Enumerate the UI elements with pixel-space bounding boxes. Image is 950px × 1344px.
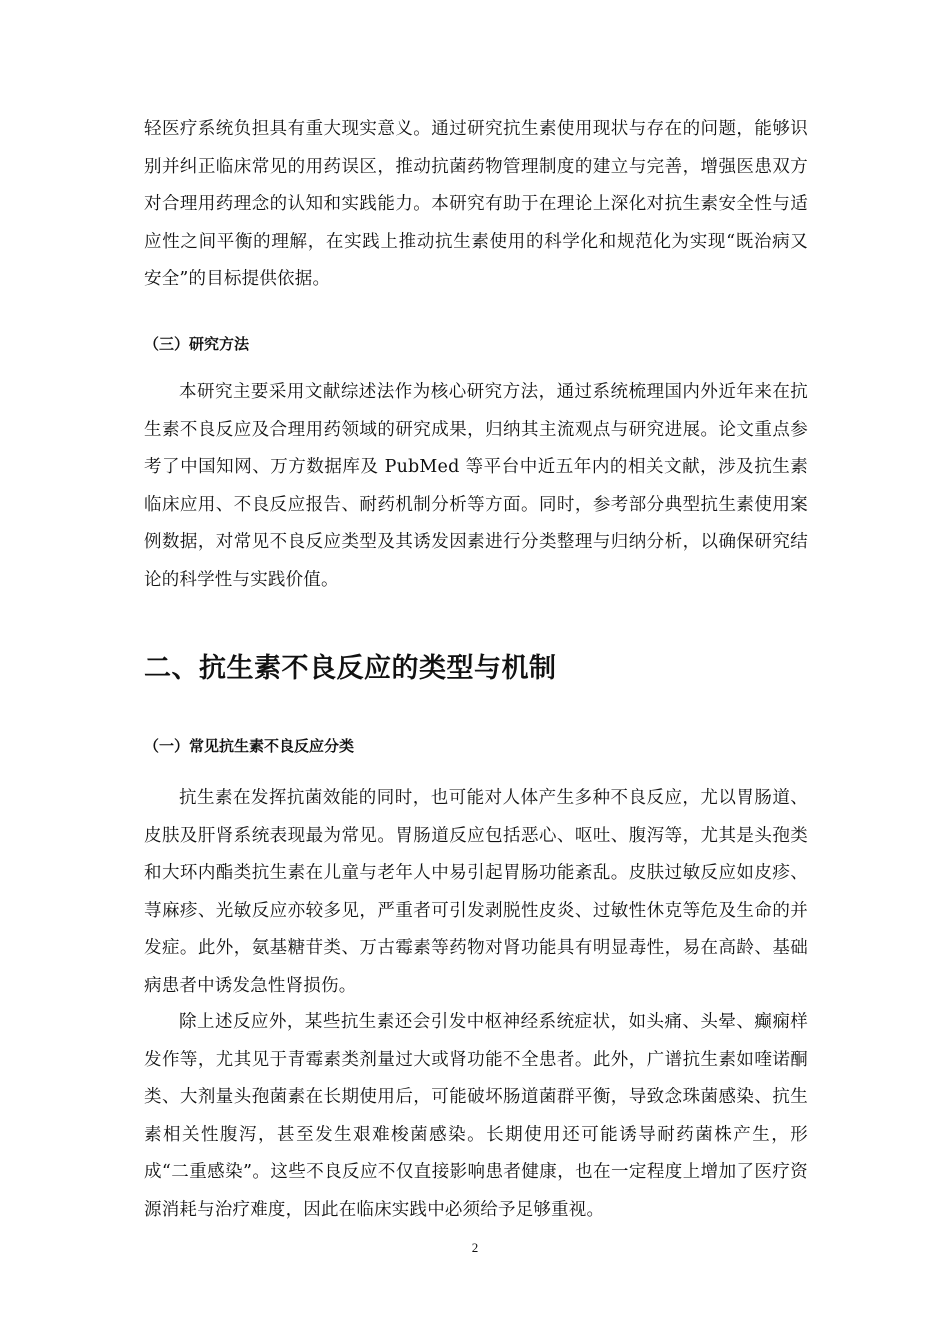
heading-section-two: 二、抗生素不良反应的类型与机制 <box>144 653 557 684</box>
heading-research-methods: （三）研究方法 <box>144 335 250 353</box>
page-number: 2 <box>471 1240 479 1255</box>
paragraph-adverse-reactions-1: 抗生素在发挥抗菌效能的同时，也可能对人体产生多种不良反应，尤以胃肠道、皮肤及肝肾系统表现最为常见。胃肠道反应包括恶心、呕吐、腹泻等，尤其是头孢类和大环内酯类抗生素在儿童与老年人中易引起胃肠功能紊乱。皮肤过敏反应如皮疹、荨麻疹、光敏反应亦较多见，严重者可引发剥脱性皮炎、过敏性休克等危及生命的并发症。此外，氨基糖苷类、万古霉素等药物对肾功能具有明显毒性，易在高龄、基础病患者中诱发急性肾损伤。 <box>144 788 808 996</box>
paragraph-research-methods: 本研究主要采用文献综述法作为核心研究方法，通过系统梳理国内外近年来在抗生素不良反应及合理用药领域的研究成果，归纳其主流观点与研究进展。论文重点参考了中国知网、万方数据库及 PubMed 等平台中近五年内的相关文献，涉及抗生素临床应用、不良反应报告、耐药机制分析等方面。同时，参考部分典型抗生素使用案例数据，对常见不良反应类型及其诱发因素进行分类整理与归纳分析，以确保研究结论的科学性与实践价值。 <box>144 382 808 590</box>
paragraph-adverse-reactions-2: 除上述反应外，某些抗生素还会引发中枢神经系统症状，如头痛、头晕、癫痫样发作等，尤其见于青霉素类剂量过大或肾功能不全患者。此外，广谱抗生素如喹诺酮类、大剂量头孢菌素在长期使用后，可能破坏肠道菌群平衡，导致念珠菌感染、抗生素相关性腹泻，甚至发生艰难梭菌感染。长期使用还可能诱导耐药菌株产生，形成“二重感染”。这些不良反应不仅直接影响患者健康，也在一定程度上增加了医疗资源消耗与治疗难度，因此在临床实践中必须给予足够重视。 <box>144 1012 808 1220</box>
heading-common-adverse-reactions: （一）常见抗生素不良反应分类 <box>144 737 355 755</box>
paragraph-significance: 轻医疗系统负担具有重大现实意义。通过研究抗生素使用现状与存在的问题，能够识别并纠正临床常见的用药误区，推动抗菌药物管理制度的建立与完善，增强医患双方对合理用药理念的认知和实践能力。本研究有助于在理论上深化对抗生素安全性与适应性之间平衡的理解，在实践上推动抗生素使用的科学化和规范化为实现“既治病又安全”的目标提供依据。 <box>144 119 808 289</box>
